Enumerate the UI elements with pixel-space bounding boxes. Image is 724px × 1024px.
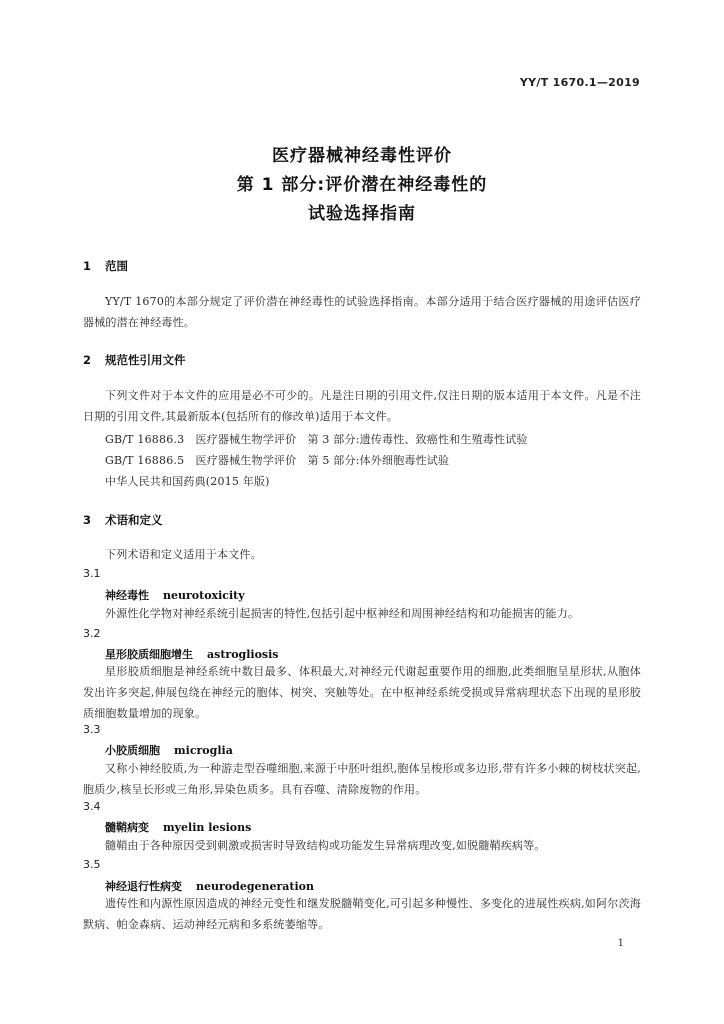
- term-title: [105, 646, 278, 662]
- section-1-heading: [83, 258, 128, 274]
- term-definition: 外源性化学物对神经系统引起损害的特性,包括引起中枢神经和周围神经结构和功能损害的能力。: [105, 607, 580, 620]
- term-title: [105, 878, 314, 894]
- term-number: 3.4: [83, 800, 101, 813]
- section-number: 3: [83, 513, 92, 527]
- term-title: [105, 742, 233, 758]
- term-title: [105, 587, 245, 603]
- term-definition: 又称小神经胶质,为一种游走型吞噬细胞,来源于中胚叶组织,胞体呈梭形或多边形,带有许多小棘的树枝状突起,胞质少,核呈长形或三角形,异染色质多。具有吞噬、清除废物的作用。: [83, 762, 641, 796]
- reference-item: 中华人民共和国药典(2015 年版): [105, 475, 270, 488]
- section-number: 1: [83, 259, 92, 273]
- standard-code: YY/T 1670.1—2019: [519, 76, 640, 89]
- section-title: 术语和定义: [105, 513, 163, 527]
- term-en: astrogliosis: [207, 648, 279, 661]
- term-en: microglia: [174, 744, 233, 757]
- section-3-heading: [83, 512, 163, 528]
- term-en: neurotoxicity: [163, 589, 245, 602]
- term-en: myelin lesions: [163, 821, 252, 834]
- title-line-3: 试验选择指南: [308, 204, 416, 224]
- reference-item: GB/T 16886.3 医疗器械生物学评价 第 3 部分:遗传毒性、致癌性和生殖毒性试验: [105, 433, 528, 446]
- term-title: [105, 819, 251, 835]
- section-1-paragraph: YY/T 1670的本部分规定了评价潜在神经毒性的试验选择指南。本部分适用于结合医疗器械的用途评估医疗器械的潜在神经毒性。: [83, 295, 641, 329]
- term-cn: 星形胶质细胞增生: [105, 648, 193, 661]
- section-3-intro: 下列术语和定义适用于本文件。: [105, 548, 262, 561]
- term-cn: 神经退行性病变: [105, 880, 182, 893]
- term-cn: 神经毒性: [105, 589, 149, 602]
- reference-item: GB/T 16886.5 医疗器械生物学评价 第 5 部分:体外细胞毒性试验: [105, 454, 450, 467]
- page-number: 1: [617, 938, 624, 949]
- term-definition: 遗传性和内源性原因造成的神经元变性和继发脱髓鞘变化,可引起多种慢性、多变化的进展性疾病,如阿尔茨海默病、帕金森病、运动神经元病和多系统萎缩等。: [83, 897, 641, 931]
- section-2-heading: [83, 352, 186, 368]
- term-definition: 星形胶质细胞是神经系统中数目最多、体积最大,对神经元代谢起重要作用的细胞,此类细胞呈星形状,从胞体发出许多突起,伸展包绕在神经元的胞体、树突、突触等处。在中枢神经系统受损或异常病理状态下出现的星形胶质细胞数量增加的现象。: [83, 665, 641, 720]
- section-number: 2: [83, 353, 92, 367]
- term-cn: 髓鞘病变: [105, 821, 149, 834]
- section-title: 规范性引用文件: [105, 353, 186, 367]
- term-number: 3.3: [83, 723, 101, 736]
- term-number: 3.5: [83, 858, 101, 871]
- title-line-1: 医疗器械神经毒性评价: [272, 146, 452, 166]
- term-en: neurodegeneration: [196, 880, 315, 893]
- term-definition: 髓鞘由于各种原因受到刺激或损害时导致结构或功能发生异常病理改变,如脱髓鞘疾病等。: [105, 839, 546, 852]
- term-number: 3.2: [83, 627, 101, 640]
- title-line-2: 第 1 部分:评价潜在神经毒性的: [236, 175, 488, 195]
- section-2-paragraph: 下列文件对于本文件的应用是必不可少的。凡是注日期的引用文件,仅注日期的版本适用于本文件。凡是不注日期的引用文件,其最新版本(包括所有的修改单)适用于本文件。: [83, 389, 641, 423]
- term-cn: 小胶质细胞: [105, 744, 160, 757]
- section-title: 范围: [105, 259, 128, 273]
- term-number: 3.1: [83, 567, 101, 580]
